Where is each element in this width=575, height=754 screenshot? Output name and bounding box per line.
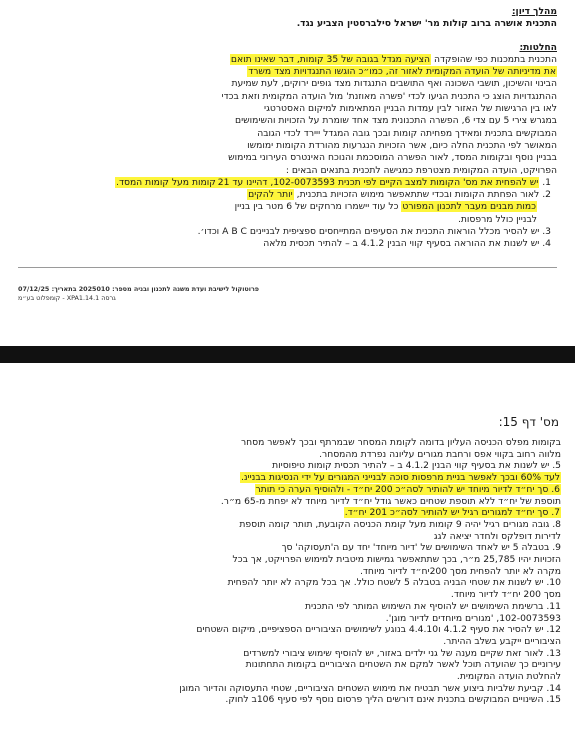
body-line <box>12 624 565 636</box>
body-line <box>12 460 565 472</box>
body-line <box>12 566 565 578</box>
condition-text: יש לשנות את ההוראה בסעיף קווי הבנין 4.1.2 ב – להתיר תכסית מלאה <box>263 238 540 250</box>
body-line <box>12 659 565 671</box>
decision-text: הפרויקט, הועדה המקומית מצטרפת כמגישה לתכנית בתנאים הבאים : <box>285 164 557 176</box>
highlighted-text: 6. סך יח״ד לדיור מיוחד יש להותיר לסה״כ 200 יח״ד - ולהוסיף הערה כי תותר <box>255 483 560 495</box>
line-text: הציבוריים ייקבע בשלב ההיתר. <box>443 635 561 647</box>
decision-text: במגרש צירי 5 עם צדי 6, הפשרה התכנונית מצד אחד שומרת על הזכויות והשימושים <box>235 115 557 127</box>
decision-text: את מדיניותה של הועדה המקומית לאזור זה, כמו״כ הוגשו התנגדויות מצד משרד <box>248 66 556 78</box>
body-line <box>12 683 565 695</box>
condition-item <box>18 214 557 226</box>
line-text: בקומות מפלס הכניסה העליון בדומה לקומת המסחר שבמרתף ובכך לאפשר מסחר <box>240 437 561 448</box>
line-text: 8. גובה מגורים רגיל יהיה 9 קומות מעל קומת הכניסה הקובעת, תותר קומה תוספת <box>239 518 561 530</box>
body-line <box>12 496 565 508</box>
decision-line <box>18 78 557 90</box>
decision-text: הבינוי והשיכון, תושבי השכונה ואף התושבים התנגדות מצד גופים ירוקים, לעת שמיעת <box>231 78 557 90</box>
condition-item <box>18 201 557 213</box>
line-text: הזכויות יהיו 25,785 מ״ר, בכך שתתאפשר גמישות מיטבית למימוש הפרויקט, אך בכל <box>232 554 561 566</box>
footer-protocol: פרוטוקול לישיבת ועדת משנה לתכנון ובניה מספר: 2025010 בתאריך: 07/12/25 <box>18 284 259 293</box>
highlighted-text: יש להפחית את מס' הקומות למצב הקיים לפי תכנית 102-0073593, דהיינו עד 21 <box>217 176 539 188</box>
conditions-list <box>18 177 557 251</box>
decision-text: המאושר לפי התכנית החלה כיום, אשר הזכויות הנגרעות מהורדת הקומות ימומשו <box>247 139 557 151</box>
body-line <box>12 577 565 589</box>
decision-line <box>18 165 557 177</box>
page-separator <box>0 346 575 363</box>
body-line <box>12 437 565 449</box>
body-line <box>12 519 565 531</box>
line-text: להחלטת הועדה המקומית. <box>456 671 561 683</box>
body-line <box>12 554 565 566</box>
line-text: לדירות דופלקס ולחדר יציאה לגג <box>433 530 561 542</box>
highlighted-text: הציעה מגדל בגובה של 35 קומות, דבר שאינו תואם <box>230 53 431 65</box>
body-line <box>12 648 565 660</box>
highlighted-text: קומות מעל קומות המסד. <box>116 176 216 188</box>
decision-line <box>18 66 557 78</box>
line-text: מלווה רחוב בקווי אפס ורחבת מגורים עליונה נפרדת מהמסחר. <box>319 448 561 460</box>
process-text: התכנית אושרה ברוב קולות מר' ישראל סילברסטין הצביע נגד. <box>296 18 557 30</box>
decision-line <box>18 152 557 164</box>
body-line <box>12 671 565 683</box>
footer-version: גרסה XPA1.14.1 - קומפלוט בע״מ <box>18 293 116 302</box>
body-line <box>12 694 565 706</box>
condition-number: 3. <box>539 226 551 238</box>
condition-text: לאור הפחתת הקומות ובכדי שתתאפשר מימוש הזכויות בתכנית, <box>293 189 540 201</box>
condition-text: לבניין כולל מרפסות. <box>457 213 537 225</box>
body-line <box>12 636 565 648</box>
condition-item <box>18 177 557 189</box>
bottom-body <box>12 437 565 706</box>
body-line <box>12 449 565 461</box>
decision-text: ההתנגדויות הוצג כי התכנית הגיעו לכדי 'פשרה מאוזנת' מול הועדה המקומית וזאת בכדי <box>221 90 557 102</box>
decisions-body <box>18 54 557 177</box>
decision-line <box>18 103 557 115</box>
condition-number: 2. <box>539 189 551 201</box>
decision-text: המבוקשים בתכנית ומאידך מפחיתה קומות ובכך גובה המגדל ייירד לכדי הגובה <box>257 127 557 139</box>
condition-number: 4. <box>539 238 551 250</box>
highlighted-text: 7. סך יח״ד למגורים רגיל יש להותיר לסה״כ 201 יח״ד. <box>344 507 560 519</box>
condition-item <box>18 189 557 201</box>
line-text: 12. יש להסיר את סעיף 4.1.2 ו4.4.10 בנוגע לשימושים הציבוריים הספציפיים, מיקום השטחים <box>196 624 561 636</box>
line-text: 15. השינויים המבוקשים בתכנית אינם דורשים הליך פרסום נוסף לפי סעיף 106ב לחוק. <box>225 694 561 706</box>
line-text: 9. בטבלה 5 יש לאחד השימושים של 'דיור מיוחד' יחד עם ה'תעסוקה' סך <box>281 542 561 554</box>
condition-text: כל עוד יישמרו מרחקים של 6 מטר בין בניין <box>234 201 402 213</box>
decision-text: לאו בין הרגישות של האזור לבין עמדות הבניין המתאימות למיקום האסטרטגי <box>264 103 557 115</box>
condition-text: יש להסיר מכלל הוראות התכנית את הסעיפים המתייחסים ספציפית לבניינים A B C וכדו׳. <box>197 226 540 238</box>
line-text: 14. קביעת שלביות ביצוע אשר תבטיח את מימוש השטחים הציבוריים, שטחי התעסוקה והדיור המוגן <box>179 682 561 694</box>
body-line <box>12 542 565 554</box>
footer <box>18 285 557 303</box>
condition-item <box>18 226 557 238</box>
body-line <box>12 472 565 484</box>
decision-line <box>18 115 557 127</box>
body-line <box>12 507 565 519</box>
decision-line <box>18 140 557 152</box>
decisions-heading: החלטות: <box>519 41 557 53</box>
body-line <box>12 531 565 543</box>
line-text: 11. ברשימת השימושים יש להוסיף את השימוש המותר לפי התכנית <box>304 600 561 612</box>
divider <box>18 267 557 268</box>
decision-text: התכנית בתמכנות כפי שהופקדה <box>431 53 557 65</box>
body-line <box>12 613 565 625</box>
line-text: מקרה לא יותר להפחית מסך 200יח״ד לדיור מיוחד. <box>360 565 561 577</box>
condition-item <box>18 238 557 250</box>
document-page-top <box>0 0 575 346</box>
body-line <box>12 484 565 496</box>
process-heading: מהלך דיון: <box>511 6 557 17</box>
decision-line <box>18 54 557 66</box>
highlighted-text: יותר להקים <box>248 189 293 201</box>
body-line <box>12 589 565 601</box>
decision-line <box>18 128 557 140</box>
decision-text: בבניין נוסף ובקומות המסד, לאור הפשרה המוסכמת והנוכח האינטרס העירוני במימוש <box>228 152 557 164</box>
line-text: מסך 200 יח״ד לדיור מיוחד. <box>450 589 561 601</box>
condition-number: 1. <box>539 176 551 188</box>
page-number: מס' דף 15: <box>498 415 559 429</box>
highlighted-text: לעד 60% ובכך לאפשר בניית מרפסות סוכה לבנייני המגורים על ידי הנסיגות בבניינ. <box>240 472 560 484</box>
line-text: עירוניים כך שהועדה תוכל לאשר למקם את השטחים הציבוריים בקומות התחתונות <box>245 659 561 671</box>
line-text: 5. יש לשנות את בסעיף קווי הבנין 4.1.2 ב – להתיר תכסית קומות טיפוסיות <box>272 460 561 472</box>
highlighted-text: כמות מבנים מעבר לתכנון המפורט <box>402 201 536 213</box>
document-page-bottom <box>0 363 575 754</box>
line-text: 102-0073593, 'מגורים מיוחדים לדיור מוגן'. <box>385 612 561 624</box>
line-text: 13. לאור זאת שקיים מענה של גני ילדים באזור, יש להוסיף שימוש ציבורי למשרדים <box>243 647 561 659</box>
body-line <box>12 601 565 613</box>
line-text: 10. יש לשנות את שטחי הבניה בטבלה 5 לשטח כולל. אך בכל מקרה לא יותר להפחית <box>227 577 561 589</box>
line-text: תוספת של יח״ד ללא תוספת שטחים כאשר גודל יח״ד לדיור מיוחד לא יפחת מ-65 מ״ר. <box>220 495 561 507</box>
decision-line <box>18 91 557 103</box>
